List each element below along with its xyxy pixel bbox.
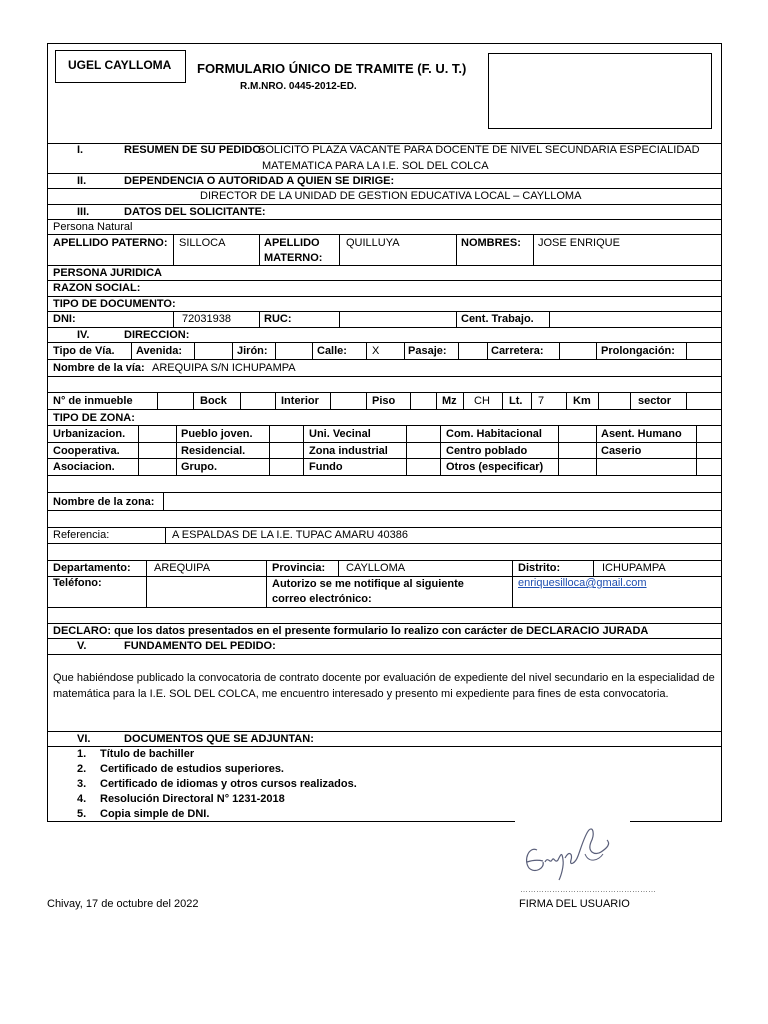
zona-industrial-label: Zona industrial [309, 445, 388, 457]
nombres-label: NOMBRES: [461, 237, 521, 249]
interior-label: Interior [281, 395, 319, 407]
prolongacion-label: Prolongación: [601, 345, 675, 357]
distrito-value: ICHUPAMPA [602, 562, 666, 574]
nombre-zona-label: Nombre de la zona: [53, 496, 155, 508]
apellido-paterno-value: SILLOCA [179, 237, 226, 249]
inmueble-label: N° de inmueble [53, 395, 133, 407]
place-date: Chivay, 17 de octubre del 2022 [47, 898, 199, 910]
email-link[interactable]: enriquesilloca@gmail.com [518, 577, 647, 589]
apellido-paterno-label: APELLIDO PATERNO: [53, 237, 168, 249]
referencia-label: Referencia: [53, 529, 110, 541]
section-1-label: RESUMEN DE SU PEDIDO: [124, 144, 265, 156]
doc-item-2-number: 2. [77, 763, 87, 775]
authority-text: DIRECTOR DE LA UNIDAD DE GESTION EDUCATIVA LOCAL – CAYLLOMA [200, 190, 582, 202]
form-title: FORMULARIO ÚNICO DE TRAMITE (F. U. T.) [197, 61, 467, 76]
provincia-value: CAYLLOMA [346, 562, 406, 574]
declaration-text: DECLARO: que los datos presentados en el presente formulario lo realizo con carácter de DECLARACIO JURADA [53, 625, 649, 637]
pasaje-label: Pasaje: [408, 345, 447, 357]
doc-item-4-text: Resolución Directoral N° 1231-2018 [100, 793, 285, 805]
dni-label: DNI: [53, 313, 76, 325]
referencia-value: A ESPALDAS DE LA I.E. TUPAC AMARU 40386 [172, 529, 408, 541]
section-2-label: DEPENDENCIA O AUTORIDAD A QUIEN SE DIRIGE: [124, 175, 395, 187]
nombres-value: JOSE ENRIQUE [538, 237, 620, 249]
apellido-materno-value: QUILLUYA [346, 237, 400, 249]
lt-label: Lt. [509, 395, 523, 407]
signature-caption: FIRMA DEL USUARIO [519, 898, 630, 910]
cooperativa-label: Cooperativa. [53, 445, 120, 457]
asent-humano-label: Asent. Humano [601, 428, 682, 440]
section-1-number: I. [77, 144, 84, 156]
uni-vecinal-label: Uni. Vecinal [309, 428, 371, 440]
carretera-label: Carretera: [491, 345, 544, 357]
doc-item-3-number: 3. [77, 778, 87, 790]
avenida-label: Avenida: [136, 345, 183, 357]
otros-label: Otros (especificar) [446, 461, 544, 473]
section-5-label: FUNDAMENTO DEL PEDIDO: [124, 640, 276, 652]
sector-label: sector [638, 395, 672, 407]
asociacion-label: Asociacion. [53, 461, 115, 473]
section-3-label: DATOS DEL SOLICITANTE: [124, 206, 266, 218]
autorizo-text-1: Autorizo se me notifique al siguiente [272, 578, 464, 590]
ruc-label: RUC: [264, 313, 292, 325]
distrito-label: Distrito: [518, 562, 561, 574]
mz-value: CH [474, 395, 490, 407]
razon-social-label: RAZON SOCIAL: [53, 282, 141, 294]
fundo-label: Fundo [309, 461, 343, 473]
autorizo-text-2: correo electrónico: [272, 593, 372, 605]
doc-item-5-text: Copia simple de DNI. [100, 808, 210, 820]
signature-image [515, 820, 630, 888]
cent-trabajo-label: Cent. Trabajo. [461, 313, 534, 325]
signature-line: …………………………………………… [520, 885, 656, 894]
centro-poblado-label: Centro poblado [446, 445, 528, 457]
section-4-number: IV. [77, 329, 90, 341]
residencial-label: Residencial. [181, 445, 246, 457]
km-label: Km [573, 395, 591, 407]
doc-item-5-number: 5. [77, 808, 87, 820]
nombre-via-value: AREQUIPA S/N ICHUPAMPA [152, 362, 296, 374]
apellido-materno-label-2: MATERNO: [264, 252, 323, 264]
lt-value: 7 [538, 395, 545, 407]
tipo-zona-label: TIPO DE ZONA: [53, 412, 135, 424]
telefono-label: Teléfono: [53, 577, 102, 589]
ugel-label: UGEL CAYLLOMA [68, 58, 172, 72]
piso-label: Piso [372, 395, 396, 407]
apellido-materno-label-1: APELLIDO [264, 237, 320, 249]
nombre-via-label: Nombre de la vía: [53, 362, 145, 374]
section-5-number: V. [77, 640, 87, 652]
section-3-number: III. [77, 206, 90, 218]
jiron-label: Jirón: [237, 345, 268, 357]
persona-juridica-label: PERSONA JURIDICA [53, 267, 162, 279]
dni-value: 72031938 [182, 313, 231, 325]
departamento-label: Departamento: [53, 562, 131, 574]
caserio-label: Caserio [601, 445, 642, 457]
doc-item-1-number: 1. [77, 748, 87, 760]
departamento-value: AREQUIPA [154, 562, 211, 574]
urbanizacion-label: Urbanizacion. [53, 428, 126, 440]
section-6-label: DOCUMENTOS QUE SE ADJUNTAN: [124, 733, 314, 745]
foundation-text: Que habiéndose publicado la convocatoria de contrato docente por evaluación de expediente del nivel secundario en la especialidad de matemática para la I.E. SOL DEL COLCA, me encuentro interesado y presento mi expediente para fines de esta convocatoria. [53, 672, 715, 700]
tipo-via-label: Tipo de Vía. [53, 345, 115, 357]
tipo-documento-label: TIPO DE DOCUMENTO: [53, 298, 176, 310]
grupo-label: Grupo. [181, 461, 218, 473]
doc-item-1-text: Título de bachiller [100, 748, 195, 760]
stamp-box [488, 53, 712, 129]
persona-natural-label: Persona Natural [53, 221, 133, 233]
mz-label: Mz [442, 395, 457, 407]
calle-label: Calle: [317, 345, 347, 357]
section-2-number: II. [77, 175, 87, 187]
doc-item-2-text: Certificado de estudios superiores. [100, 763, 284, 775]
request-summary-line1: SOLICITO PLAZA VACANTE PARA DOCENTE DE NIVEL SECUNDARIA ESPECIALIDAD [258, 144, 700, 156]
pueblo-joven-label: Pueblo joven. [181, 428, 253, 440]
doc-item-3-text: Certificado de idiomas y otros cursos realizados. [100, 778, 357, 790]
com-habitacional-label: Com. Habitacional [446, 428, 542, 440]
provincia-label: Provincia: [272, 562, 326, 574]
section-4-label: DIRECCION: [124, 329, 190, 341]
resolution-number: R.M.NRO. 0445-2012-ED. [240, 81, 357, 92]
doc-item-4-number: 4. [77, 793, 87, 805]
bock-label: Bock [200, 395, 227, 407]
section-6-number: VI. [77, 733, 91, 745]
calle-mark: X [372, 345, 380, 357]
request-summary-line2: MATEMATICA PARA LA I.E. SOL DEL COLCA [262, 160, 489, 172]
